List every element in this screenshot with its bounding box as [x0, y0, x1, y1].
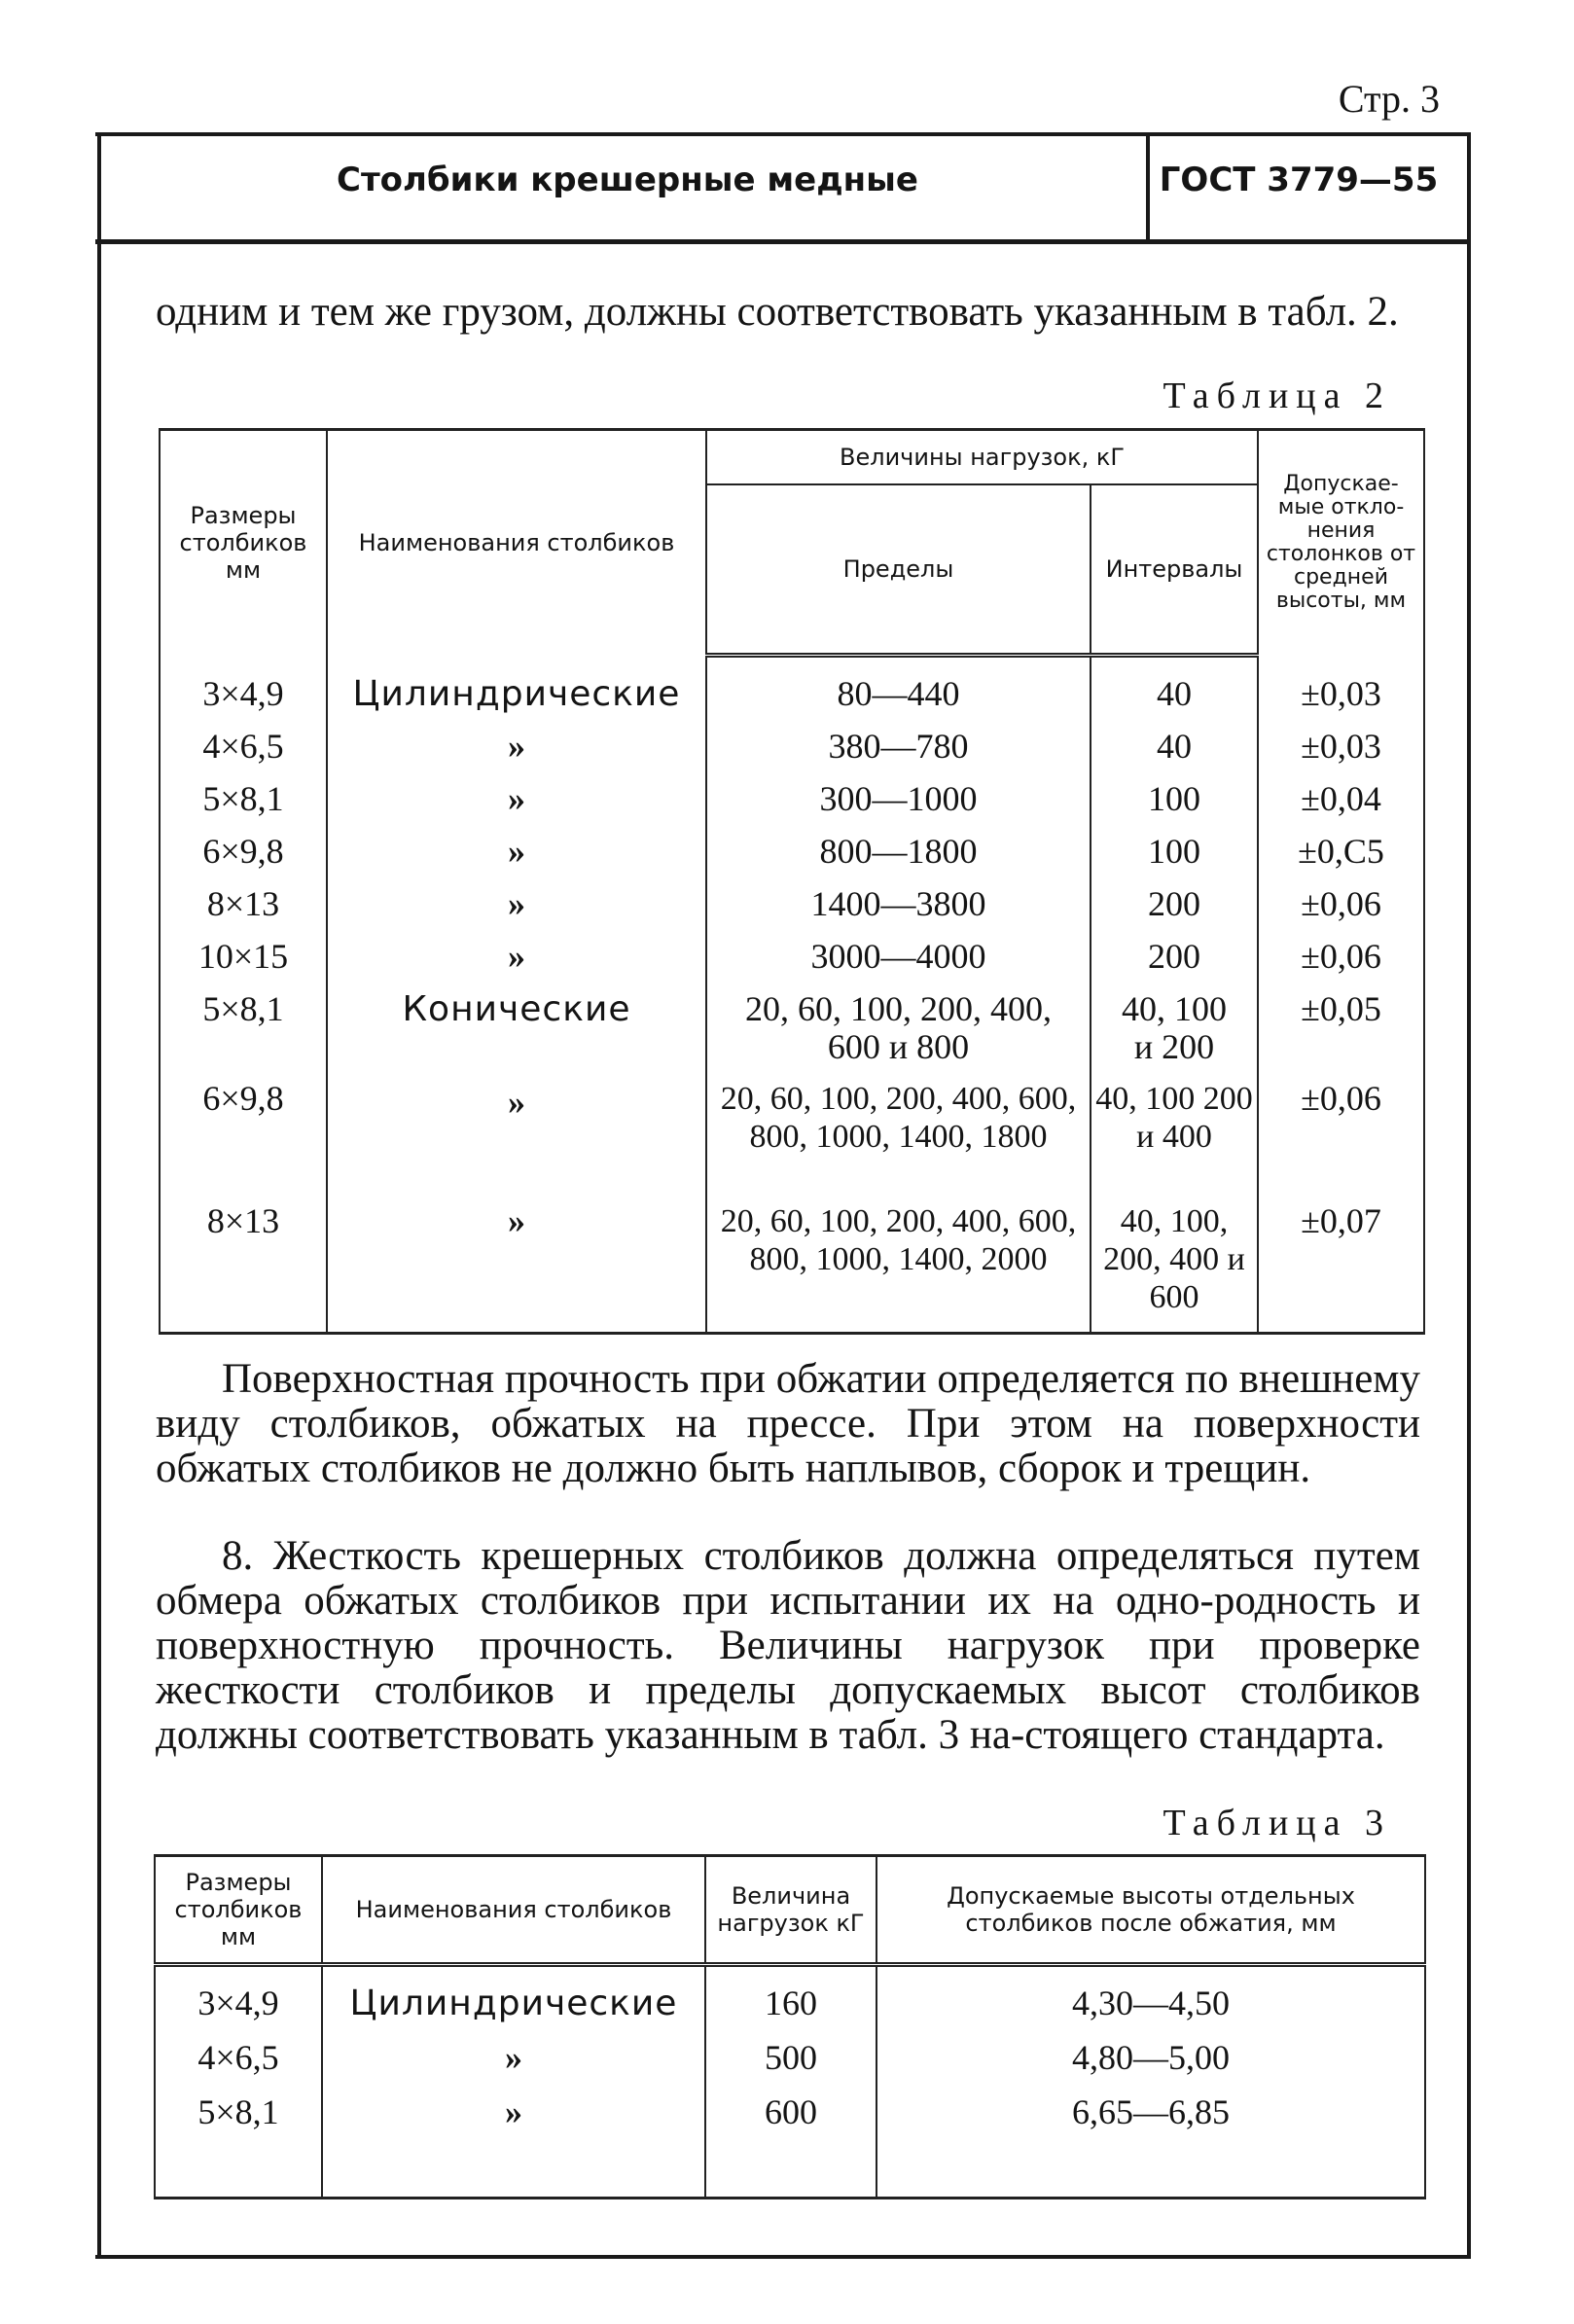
- table-row: [160, 885, 1424, 938]
- table3-caption: Таблица 3: [1163, 1803, 1391, 1843]
- cell-heights: 6,65—6,85: [876, 2093, 1425, 2148]
- table-row: [155, 1984, 1425, 2039]
- cell-name-ditto: »: [327, 1202, 706, 1334]
- cell-name-ditto: »: [322, 2039, 705, 2093]
- left-border: [97, 132, 101, 2257]
- cell-interval: 40, 100 200 и 400: [1091, 1080, 1258, 1202]
- cell-interval: 200: [1091, 938, 1258, 990]
- cell-limits: 20, 60, 100, 200, 400, 600 и 800: [706, 990, 1091, 1080]
- standard-code: ГОСТ 3779—55: [1159, 161, 1439, 199]
- table-2: [159, 428, 1425, 1335]
- cell-interval: 40: [1091, 675, 1258, 728]
- table-row: [160, 938, 1424, 990]
- page-number: Стр. 3: [1338, 77, 1440, 121]
- table-row: [155, 2093, 1425, 2148]
- table-row: [160, 728, 1424, 780]
- cell-size: 3×4,9: [160, 675, 327, 728]
- table-3: [154, 1854, 1426, 2199]
- cell-limits: 800—1800: [706, 833, 1091, 885]
- cell-name-ditto: »: [322, 2093, 705, 2148]
- cell-deviation: ±0,С5: [1258, 833, 1424, 885]
- cell-heights: 4,80—5,00: [876, 2039, 1425, 2093]
- cell-limits: 3000—4000: [706, 938, 1091, 990]
- cell-limits: 1400—3800: [706, 885, 1091, 938]
- cell-size: 8×13: [160, 885, 327, 938]
- col-loads-header: Величины нагрузок, кГ: [706, 430, 1258, 484]
- col-size-header: Размеры столбиков мм: [155, 1856, 322, 1965]
- cell-name-ditto: »: [327, 1080, 706, 1202]
- cell-deviation: ±0,06: [1258, 885, 1424, 938]
- cell-limits: 20, 60, 100, 200, 400, 600, 800, 1000, 1400, 1800: [706, 1080, 1091, 1202]
- right-border: [1467, 132, 1471, 2257]
- cell-interval: 200: [1091, 885, 1258, 938]
- col-size-header: Размеры столбиков мм: [160, 430, 327, 656]
- cell-size: 5×8,1: [160, 780, 327, 833]
- top-rule: [95, 132, 1469, 136]
- cell-deviation: ±0,06: [1258, 1080, 1424, 1202]
- cell-size: 3×4,9: [155, 1984, 322, 2039]
- cell-size: 10×15: [160, 938, 327, 990]
- col-name-header: Наименования столбиков: [322, 1856, 705, 1965]
- cell-name-ditto: »: [327, 780, 706, 833]
- table-row: [160, 675, 1424, 728]
- cell-name-ditto: »: [327, 833, 706, 885]
- cell-name: Цилиндрические: [327, 675, 706, 728]
- cell-interval: 40, 100, 200, 400 и 600: [1091, 1202, 1258, 1334]
- surface-strength-paragraph: Поверхностная прочность при обжатии определяется по внешнему виду столбиков, обжатых на прессе. При этом на поверхности обжатых столбиков не должно быть наплывов, сборок и трещин.: [156, 1356, 1420, 1491]
- col-limits-header: Пределы: [706, 484, 1091, 656]
- header-divider: [1146, 134, 1150, 241]
- cell-size: 4×6,5: [160, 728, 327, 780]
- cell-interval: 100: [1091, 780, 1258, 833]
- section-8-paragraph: 8. Жесткость крешерных столбиков должна определяться путем обмера обжатых столбиков при испытании их на одно-родность и поверхностную прочность. Величины нагрузок при проверке жесткости столбиков и пределы допускаемых высот столбиков должны соответствовать указанным в табл. 3 на-стоящего стандарта.: [156, 1533, 1420, 1758]
- col-deviation-header: Допускае-мые откло-нения столонков от средней высоты, мм: [1258, 430, 1424, 656]
- col-intervals-header: Интервалы: [1091, 484, 1258, 656]
- cell-size: 6×9,8: [160, 1080, 327, 1202]
- intro-paragraph: одним и тем же грузом, должны соответствовать указанным в табл. 2.: [156, 289, 1399, 335]
- cell-load: 600: [705, 2093, 876, 2148]
- cell-deviation: ±0,03: [1258, 728, 1424, 780]
- table-row: [160, 780, 1424, 833]
- cell-limits: 300—1000: [706, 780, 1091, 833]
- cell-deviation: ±0,04: [1258, 780, 1424, 833]
- cell-limits: 80—440: [706, 675, 1091, 728]
- header-title: Столбики крешерные медные: [337, 161, 918, 199]
- cell-deviation: ±0,07: [1258, 1202, 1424, 1334]
- col-heights-header: Допускаемые высоты отдельных столбиков после обжатия, мм: [876, 1856, 1425, 1965]
- table-row: [155, 2039, 1425, 2093]
- table2-caption: Таблица 2: [1163, 375, 1391, 416]
- table-row: [160, 833, 1424, 885]
- table-row: [160, 990, 1424, 1080]
- cell-name-ditto: »: [327, 938, 706, 990]
- cell-name: Конические: [327, 990, 706, 1080]
- cell-deviation: ±0,06: [1258, 938, 1424, 990]
- cell-size: 4×6,5: [155, 2039, 322, 2093]
- bottom-rule: [95, 2255, 1471, 2259]
- table-row: [160, 1080, 1424, 1202]
- table-row: [160, 1202, 1424, 1334]
- cell-deviation: ±0,03: [1258, 675, 1424, 728]
- col-load-header: Величина нагрузок кГ: [705, 1856, 876, 1965]
- cell-size: 8×13: [160, 1202, 327, 1334]
- cell-load: 500: [705, 2039, 876, 2093]
- cell-limits: 20, 60, 100, 200, 400, 600, 800, 1000, 1400, 2000: [706, 1202, 1091, 1334]
- cell-heights: 4,30—4,50: [876, 1984, 1425, 2039]
- cell-size: 6×9,8: [160, 833, 327, 885]
- cell-size: 5×8,1: [155, 2093, 322, 2148]
- cell-interval: 40: [1091, 728, 1258, 780]
- cell-interval: 100: [1091, 833, 1258, 885]
- col-name-header: Наименования столбиков: [327, 430, 706, 656]
- cell-name-ditto: »: [327, 728, 706, 780]
- cell-limits: 380—780: [706, 728, 1091, 780]
- cell-name: Цилиндрические: [322, 1984, 705, 2039]
- cell-deviation: ±0,05: [1258, 990, 1424, 1080]
- cell-size: 5×8,1: [160, 990, 327, 1080]
- cell-interval: 40, 100 и 200: [1091, 990, 1258, 1080]
- cell-load: 160: [705, 1984, 876, 2039]
- cell-name-ditto: »: [327, 885, 706, 938]
- header-bottom-rule: [95, 239, 1469, 244]
